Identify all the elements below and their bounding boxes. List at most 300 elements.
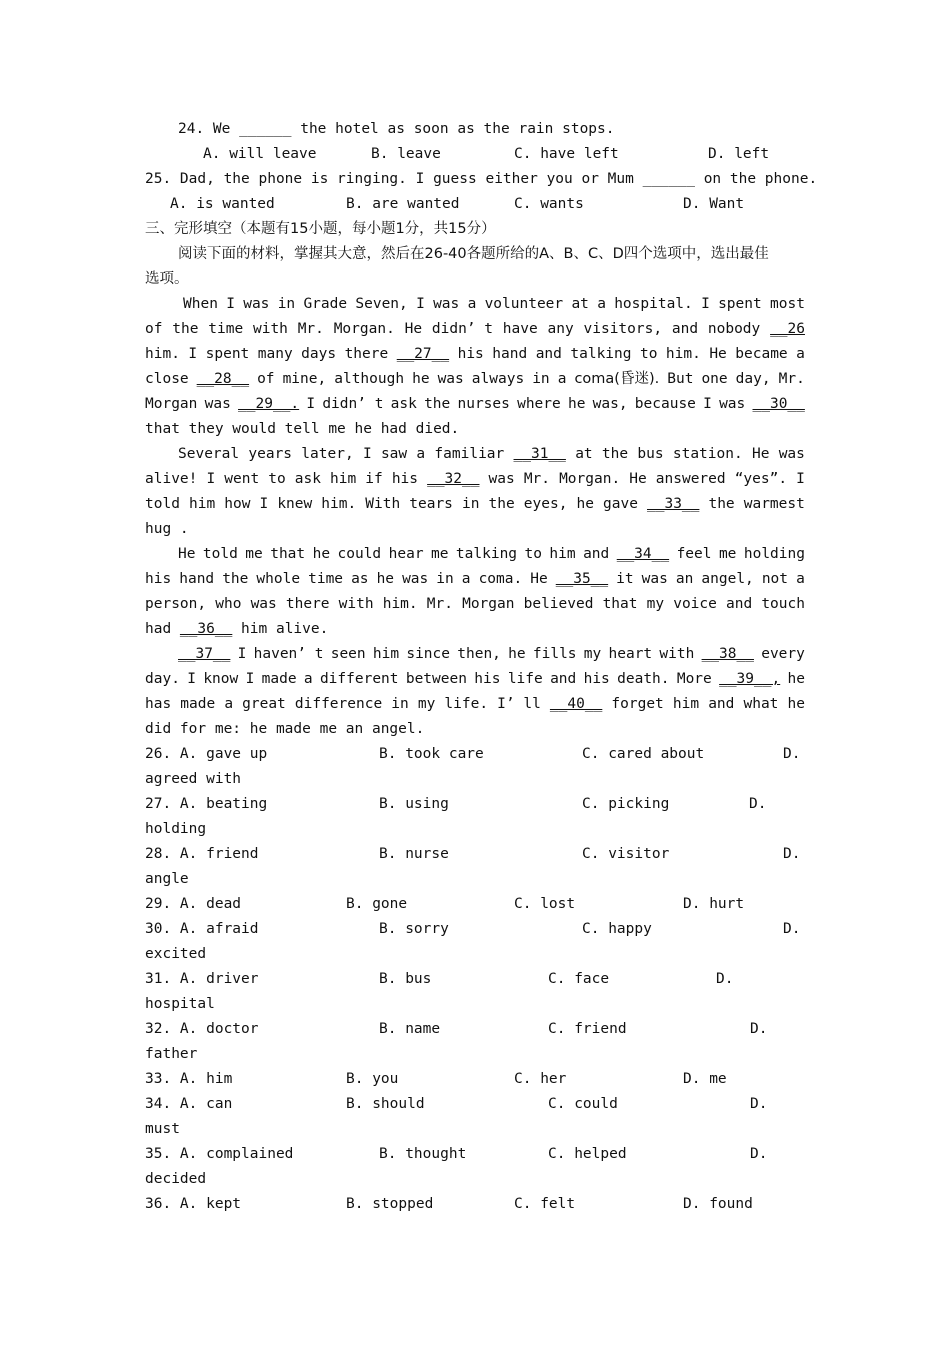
word: was, (592, 396, 628, 412)
word: I (701, 296, 710, 312)
word: I (226, 296, 235, 312)
q24-option-a: A. will leave (203, 146, 317, 162)
word: But (667, 371, 694, 387)
word: seen (330, 646, 366, 662)
word: to (524, 546, 542, 562)
word: was (243, 296, 270, 312)
word: was (204, 396, 231, 412)
word: if (365, 471, 383, 487)
passage-line-last (145, 717, 424, 742)
word: that (270, 546, 306, 562)
word: Grade (303, 296, 348, 312)
word: his (457, 346, 484, 362)
word: the (172, 321, 199, 337)
option-d-text: must (145, 1121, 180, 1137)
word: hand (492, 346, 528, 362)
word: voice (673, 596, 717, 612)
word: He (629, 471, 647, 487)
word: a (796, 571, 805, 587)
passage-line (145, 367, 805, 392)
option-b: B. nurse (379, 846, 449, 862)
word: Morgan. (559, 471, 621, 487)
option-a: 31. A. driver (145, 971, 259, 987)
option-a: 36. A. kept (145, 1196, 242, 1212)
q24-option-d: D. left (708, 146, 770, 162)
blank: __33__ (647, 496, 700, 512)
option-d: D. (783, 746, 801, 762)
word: Mr. (426, 596, 453, 612)
word: I (259, 496, 269, 512)
word: the (488, 496, 515, 512)
text: him alive. (232, 621, 329, 637)
word: me (245, 546, 263, 562)
word: then, (457, 646, 501, 662)
option-a: 28. A. friend (145, 846, 259, 862)
word: he (312, 546, 331, 562)
word: spent (205, 346, 250, 362)
option-b: B. bus (379, 971, 432, 987)
blank: __34__ (616, 546, 670, 562)
word: because (634, 396, 696, 412)
word: I (416, 296, 425, 312)
word: coma(昏迷). (574, 371, 660, 387)
word: went (224, 471, 260, 487)
word: feel (676, 546, 712, 562)
blank: __27__ (396, 346, 450, 362)
word: nurses (457, 396, 510, 412)
word: the (424, 396, 451, 412)
word: with (252, 321, 288, 337)
option-a: 27. A. beating (145, 796, 268, 812)
word: alive! (145, 471, 198, 487)
word: close (145, 371, 189, 387)
option-a: 32. A. doctor (145, 1021, 259, 1037)
word: an (675, 571, 694, 587)
passage-line (178, 642, 805, 667)
word: holding (743, 546, 805, 562)
word: a (416, 446, 426, 462)
word: bus (637, 446, 664, 462)
word: He (530, 571, 548, 587)
passage-line (145, 317, 805, 342)
word: talking (570, 346, 632, 362)
passage-line-last (145, 617, 328, 642)
word: station. (672, 446, 743, 462)
word: spent (718, 296, 762, 312)
word: in (532, 371, 550, 387)
option-d: D. (716, 971, 734, 987)
word: He (404, 321, 423, 337)
word: became (735, 346, 788, 362)
option-d: D. (750, 1096, 768, 1112)
word: life. (444, 696, 489, 712)
word: told (145, 496, 180, 512)
word: was (437, 371, 464, 387)
word: in (436, 571, 454, 587)
option-a: 29. A. dead (145, 896, 242, 912)
word: tears (409, 496, 453, 512)
word: the (708, 496, 735, 512)
word: him (549, 546, 576, 562)
word: him (330, 471, 357, 487)
word: heart (608, 646, 653, 662)
passage-line (145, 392, 805, 417)
word: made (180, 696, 216, 712)
blank: __32__ (427, 471, 480, 487)
word: eyes, (523, 496, 568, 512)
option-a: 30. A. afraid (145, 921, 259, 937)
word: ask (390, 396, 417, 412)
word: I (188, 346, 198, 362)
word: with (659, 646, 695, 662)
word: Morgan. (333, 321, 395, 337)
word: and (726, 596, 753, 612)
option-d: D. (783, 921, 801, 937)
word: and (708, 696, 735, 712)
blank: __36__ (179, 621, 233, 637)
word: me (431, 546, 449, 562)
option-a: 33. A. him (145, 1071, 233, 1087)
word: time (308, 571, 344, 587)
passage-line (178, 442, 805, 467)
word: Morgan (462, 596, 515, 612)
word: angel, (701, 571, 754, 587)
option-a: 35. A. complained (145, 1146, 294, 1162)
word: me (718, 546, 737, 562)
word: a (796, 346, 805, 362)
word: always (471, 371, 525, 387)
word: visitors, (583, 321, 663, 337)
word: He (709, 346, 727, 362)
passage-line (145, 342, 805, 367)
option-a: 26. A. gave up (145, 746, 268, 762)
blank: __28__ (196, 371, 250, 387)
blank: __29__. (238, 396, 300, 412)
word: person, (145, 596, 207, 612)
passage-line (183, 292, 805, 317)
word: knew (277, 496, 313, 512)
word: gave (603, 496, 638, 512)
word: have (502, 321, 538, 337)
option-b: B. using (379, 796, 449, 812)
word: what (743, 696, 779, 712)
q25-option-c: C. wants (514, 196, 584, 212)
word: warmest (743, 496, 805, 512)
word: I’ ll (497, 696, 541, 712)
word: how (224, 496, 251, 512)
word: I (206, 471, 216, 487)
word: his (145, 571, 172, 587)
word: who (215, 596, 242, 612)
text: hug . (145, 521, 189, 537)
option-d: D. found (683, 1196, 753, 1212)
word: told (202, 546, 238, 562)
word: haven’ t (253, 646, 324, 662)
word: he (567, 396, 586, 412)
word: later, (301, 446, 354, 462)
option-b: B. name (379, 1021, 441, 1037)
option-c: C. her (514, 1071, 567, 1087)
word: a (597, 296, 606, 312)
word: to (639, 346, 658, 362)
option-d: D. (749, 796, 767, 812)
word: I (245, 671, 255, 687)
word: I (187, 671, 196, 687)
q25-option-b: B. are wanted (346, 196, 460, 212)
word: there (344, 346, 389, 362)
word: touch (761, 596, 805, 612)
word: and (535, 346, 562, 362)
word: between (405, 671, 467, 687)
option-d: D. (750, 1146, 768, 1162)
word: in (391, 696, 409, 712)
word: as (351, 571, 369, 587)
word: has (145, 696, 172, 712)
word: in (277, 296, 296, 312)
option-c: C. face (548, 971, 610, 987)
question-24-stem: 24. We ______ the hotel as soon as the rain stops. (178, 121, 615, 137)
word: hand (179, 571, 215, 587)
passage-line (178, 542, 805, 567)
word: that (602, 596, 638, 612)
blank: __39__, (719, 671, 781, 687)
word: since (406, 646, 450, 662)
word: saw (380, 446, 408, 462)
word: him (672, 696, 700, 712)
word: his (583, 671, 610, 687)
word: he (508, 646, 526, 662)
word: More (676, 671, 712, 687)
word: I (362, 446, 372, 462)
q25-option-d: D. Want (683, 196, 745, 212)
option-b: B. thought (379, 1146, 467, 1162)
option-c: C. visitor (582, 846, 670, 862)
word: his (474, 671, 501, 687)
option-b: B. gone (346, 896, 408, 912)
passage-line (145, 467, 805, 492)
option-d-text: holding (145, 821, 207, 837)
word: volunteer (484, 296, 564, 312)
word: I (306, 396, 316, 412)
blank: __31__ (513, 446, 566, 462)
word: where (517, 396, 561, 412)
word: my (417, 696, 436, 712)
word: my (583, 646, 602, 662)
option-c: C. picking (582, 796, 670, 812)
word: fills (532, 646, 577, 662)
word: mine, (282, 371, 327, 387)
word: many (257, 346, 293, 362)
word: hospital. (614, 296, 693, 312)
word: was (488, 471, 515, 487)
option-d-text: excited (145, 946, 207, 962)
word: didn’ t (431, 321, 493, 337)
word: he (576, 496, 594, 512)
word: difference (294, 696, 383, 712)
word: coma. (478, 571, 523, 587)
word: He (751, 446, 770, 462)
word: Mr. (297, 321, 324, 337)
option-a: 34. A. can (145, 1096, 233, 1112)
word: years (248, 446, 293, 462)
option-c: C. lost (514, 896, 576, 912)
word: Mr. (778, 371, 805, 387)
option-c: C. cared about (582, 746, 705, 762)
word: most (770, 296, 805, 312)
option-c: C. friend (548, 1021, 627, 1037)
word: I (237, 646, 247, 662)
text: did for me: he made me an angel. (145, 721, 425, 737)
word: of (145, 321, 163, 337)
blank: __37__ (178, 646, 231, 662)
word: a (224, 696, 234, 712)
section-instruction: 阅读下面的材料，掌握其大意，然后在26-40各题所给的A、B、C、D四个选项中，选出最佳 (178, 246, 769, 262)
blank: __40__ (549, 696, 603, 712)
option-b: B. you (346, 1071, 399, 1087)
option-d: D. (750, 1021, 768, 1037)
option-d: D. hurt (683, 896, 745, 912)
word: he (376, 571, 395, 587)
word: different (319, 671, 399, 687)
word: day, (735, 371, 771, 387)
option-c: C. helped (548, 1146, 627, 1162)
word: a (557, 371, 567, 387)
word: days (301, 346, 337, 362)
word: any (547, 321, 574, 337)
word: death. (617, 671, 670, 687)
word: him (188, 496, 216, 512)
word: talking (455, 546, 518, 562)
passage-line (145, 567, 805, 592)
word: was (778, 446, 805, 462)
word: familiar (434, 446, 505, 462)
option-b: B. took care (379, 746, 484, 762)
word: didn’ t (322, 396, 384, 412)
word: him. (145, 346, 180, 362)
passage-line-last (145, 517, 189, 542)
word: although (334, 371, 405, 387)
word: a (461, 571, 471, 587)
q24-option-c: C. have left (514, 146, 619, 162)
word: was (433, 296, 460, 312)
word: and (583, 546, 610, 562)
option-d-text: angle (145, 871, 189, 887)
word: him. (321, 496, 357, 512)
word: Seven, (355, 296, 408, 312)
text: that they would tell me he had died. (145, 421, 460, 437)
blank: __38__ (701, 646, 754, 662)
word: him (372, 646, 400, 662)
option-d: D. me (683, 1071, 727, 1087)
word: it (616, 571, 634, 587)
passage-line-last (145, 417, 459, 442)
blank: __26 (770, 321, 805, 337)
word: was (250, 596, 277, 612)
option-d-text: hospital (145, 996, 215, 1012)
word: of (257, 371, 275, 387)
option-b: B. should (346, 1096, 425, 1112)
word: a (303, 671, 313, 687)
word: nobody (707, 321, 761, 337)
option-d: D. (783, 846, 801, 862)
word: the (222, 571, 249, 587)
word: him. (382, 596, 418, 612)
word: and (550, 671, 577, 687)
passage-line (145, 592, 805, 617)
word: He (178, 546, 196, 562)
word: was (402, 571, 429, 587)
word: at (575, 446, 593, 462)
word: he (787, 671, 805, 687)
word: hear (388, 546, 424, 562)
option-d-text: decided (145, 1171, 207, 1187)
word: When (183, 296, 218, 312)
word: know (203, 671, 239, 687)
option-c: C. could (548, 1096, 618, 1112)
word: answered (655, 471, 726, 487)
word: forget (611, 696, 664, 712)
word: life (507, 671, 543, 687)
word: to (268, 471, 286, 487)
word: in (461, 496, 480, 512)
blank: __30__ (752, 396, 805, 412)
blank: __35__ (555, 571, 609, 587)
option-d-text: agreed with (145, 771, 242, 787)
word: was (641, 571, 668, 587)
word: believed (523, 596, 594, 612)
word: ask (294, 471, 321, 487)
word: I (703, 396, 712, 412)
word: I (796, 471, 805, 487)
word: at (571, 296, 589, 312)
word: him. (665, 346, 701, 362)
q25-option-a: A. is wanted (170, 196, 275, 212)
word: my (646, 596, 665, 612)
option-c: C. felt (514, 1196, 576, 1212)
text: had (145, 621, 180, 637)
word: day. (145, 671, 180, 687)
option-b: B. stopped (346, 1196, 434, 1212)
section-instruction-cont: 选项。 (145, 271, 189, 287)
word: not (761, 571, 789, 587)
word: great (242, 696, 286, 712)
option-d-text: father (145, 1046, 198, 1062)
word: one (701, 371, 728, 387)
word: his (391, 471, 419, 487)
word: Several (178, 446, 240, 462)
option-c: C. happy (582, 921, 652, 937)
word: was (719, 396, 746, 412)
question-25-stem: 25. Dad, the phone is ringing. I guess either you or Mum ______ on the phone. (145, 171, 818, 187)
q24-option-b: B. leave (371, 146, 441, 162)
word: he (412, 371, 430, 387)
word: With (365, 496, 401, 512)
word: a (467, 296, 477, 312)
option-b: B. sorry (379, 921, 449, 937)
passage-line (145, 492, 805, 517)
word: could (337, 546, 382, 562)
word: whole (256, 571, 301, 587)
word: with (338, 596, 374, 612)
word: Morgan (145, 396, 198, 412)
word: there (285, 596, 330, 612)
word: Mr. (523, 471, 551, 487)
word: he (787, 696, 805, 712)
passage-line (145, 667, 805, 692)
passage-line (145, 692, 805, 717)
section-heading: 三、完形填空（本题有15小题，每小题1分，共15分） (145, 221, 496, 237)
word: made (261, 671, 297, 687)
